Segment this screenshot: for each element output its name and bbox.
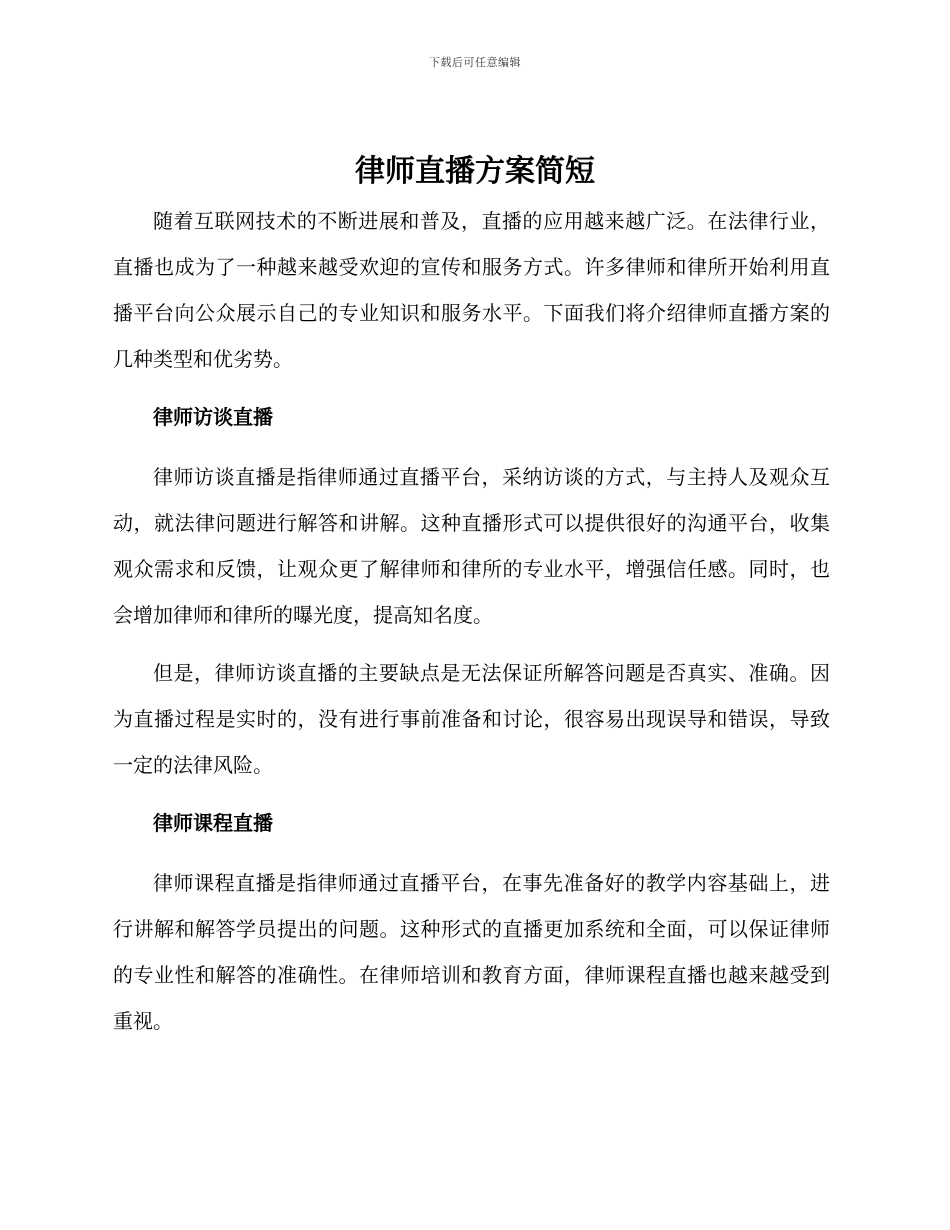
interview-paragraph-2: 但是，律师访谈直播的主要缺点是无法保证所解答问题是否真实、准确。因为直播过程是实时的，没有进行事前准备和讨论，很容易出现误导和错误，导致一定的法律风险。 — [113, 661, 830, 777]
section-heading-course: 律师课程直播 — [153, 811, 273, 835]
page-header-note: 下载后可任意编辑 — [429, 56, 521, 69]
course-paragraph-1: 律师课程直播是指律师通过直播平台，在事先准备好的教学内容基础上，进行讲解和解答学员提出的问题。这种形式的直播更加系统和全面，可以保证律师的专业性和解答的准确性。在律师培训和教育方面，律师课程直播也越来越受到重视。 — [113, 871, 830, 1033]
document-body — [113, 198, 830, 1044]
interview-paragraph-1: 律师访谈直播是指律师通过直播平台，采纳访谈的方式，与主持人及观众互动，就法律问题进行解答和讲解。这种直播形式可以提供很好的沟通平台，收集观众需求和反馈，让观众更了解律师和律所的专业水平，增强信任感。同时，也会增加律师和律所的曝光度，提高知名度。 — [113, 465, 830, 627]
document-title: 律师直播方案简短 — [355, 154, 595, 189]
section-heading-interview: 律师访谈直播 — [153, 405, 273, 429]
intro-paragraph: 随着互联网技术的不断进展和普及，直播的应用越来越广泛。在法律行业，直播也成为了一种越来越受欢迎的宣传和服务方式。许多律师和律所开始利用直播平台向公众展示自己的专业知识和服务水平。下面我们将介绍律师直播方案的几种类型和优劣势。 — [113, 209, 830, 371]
